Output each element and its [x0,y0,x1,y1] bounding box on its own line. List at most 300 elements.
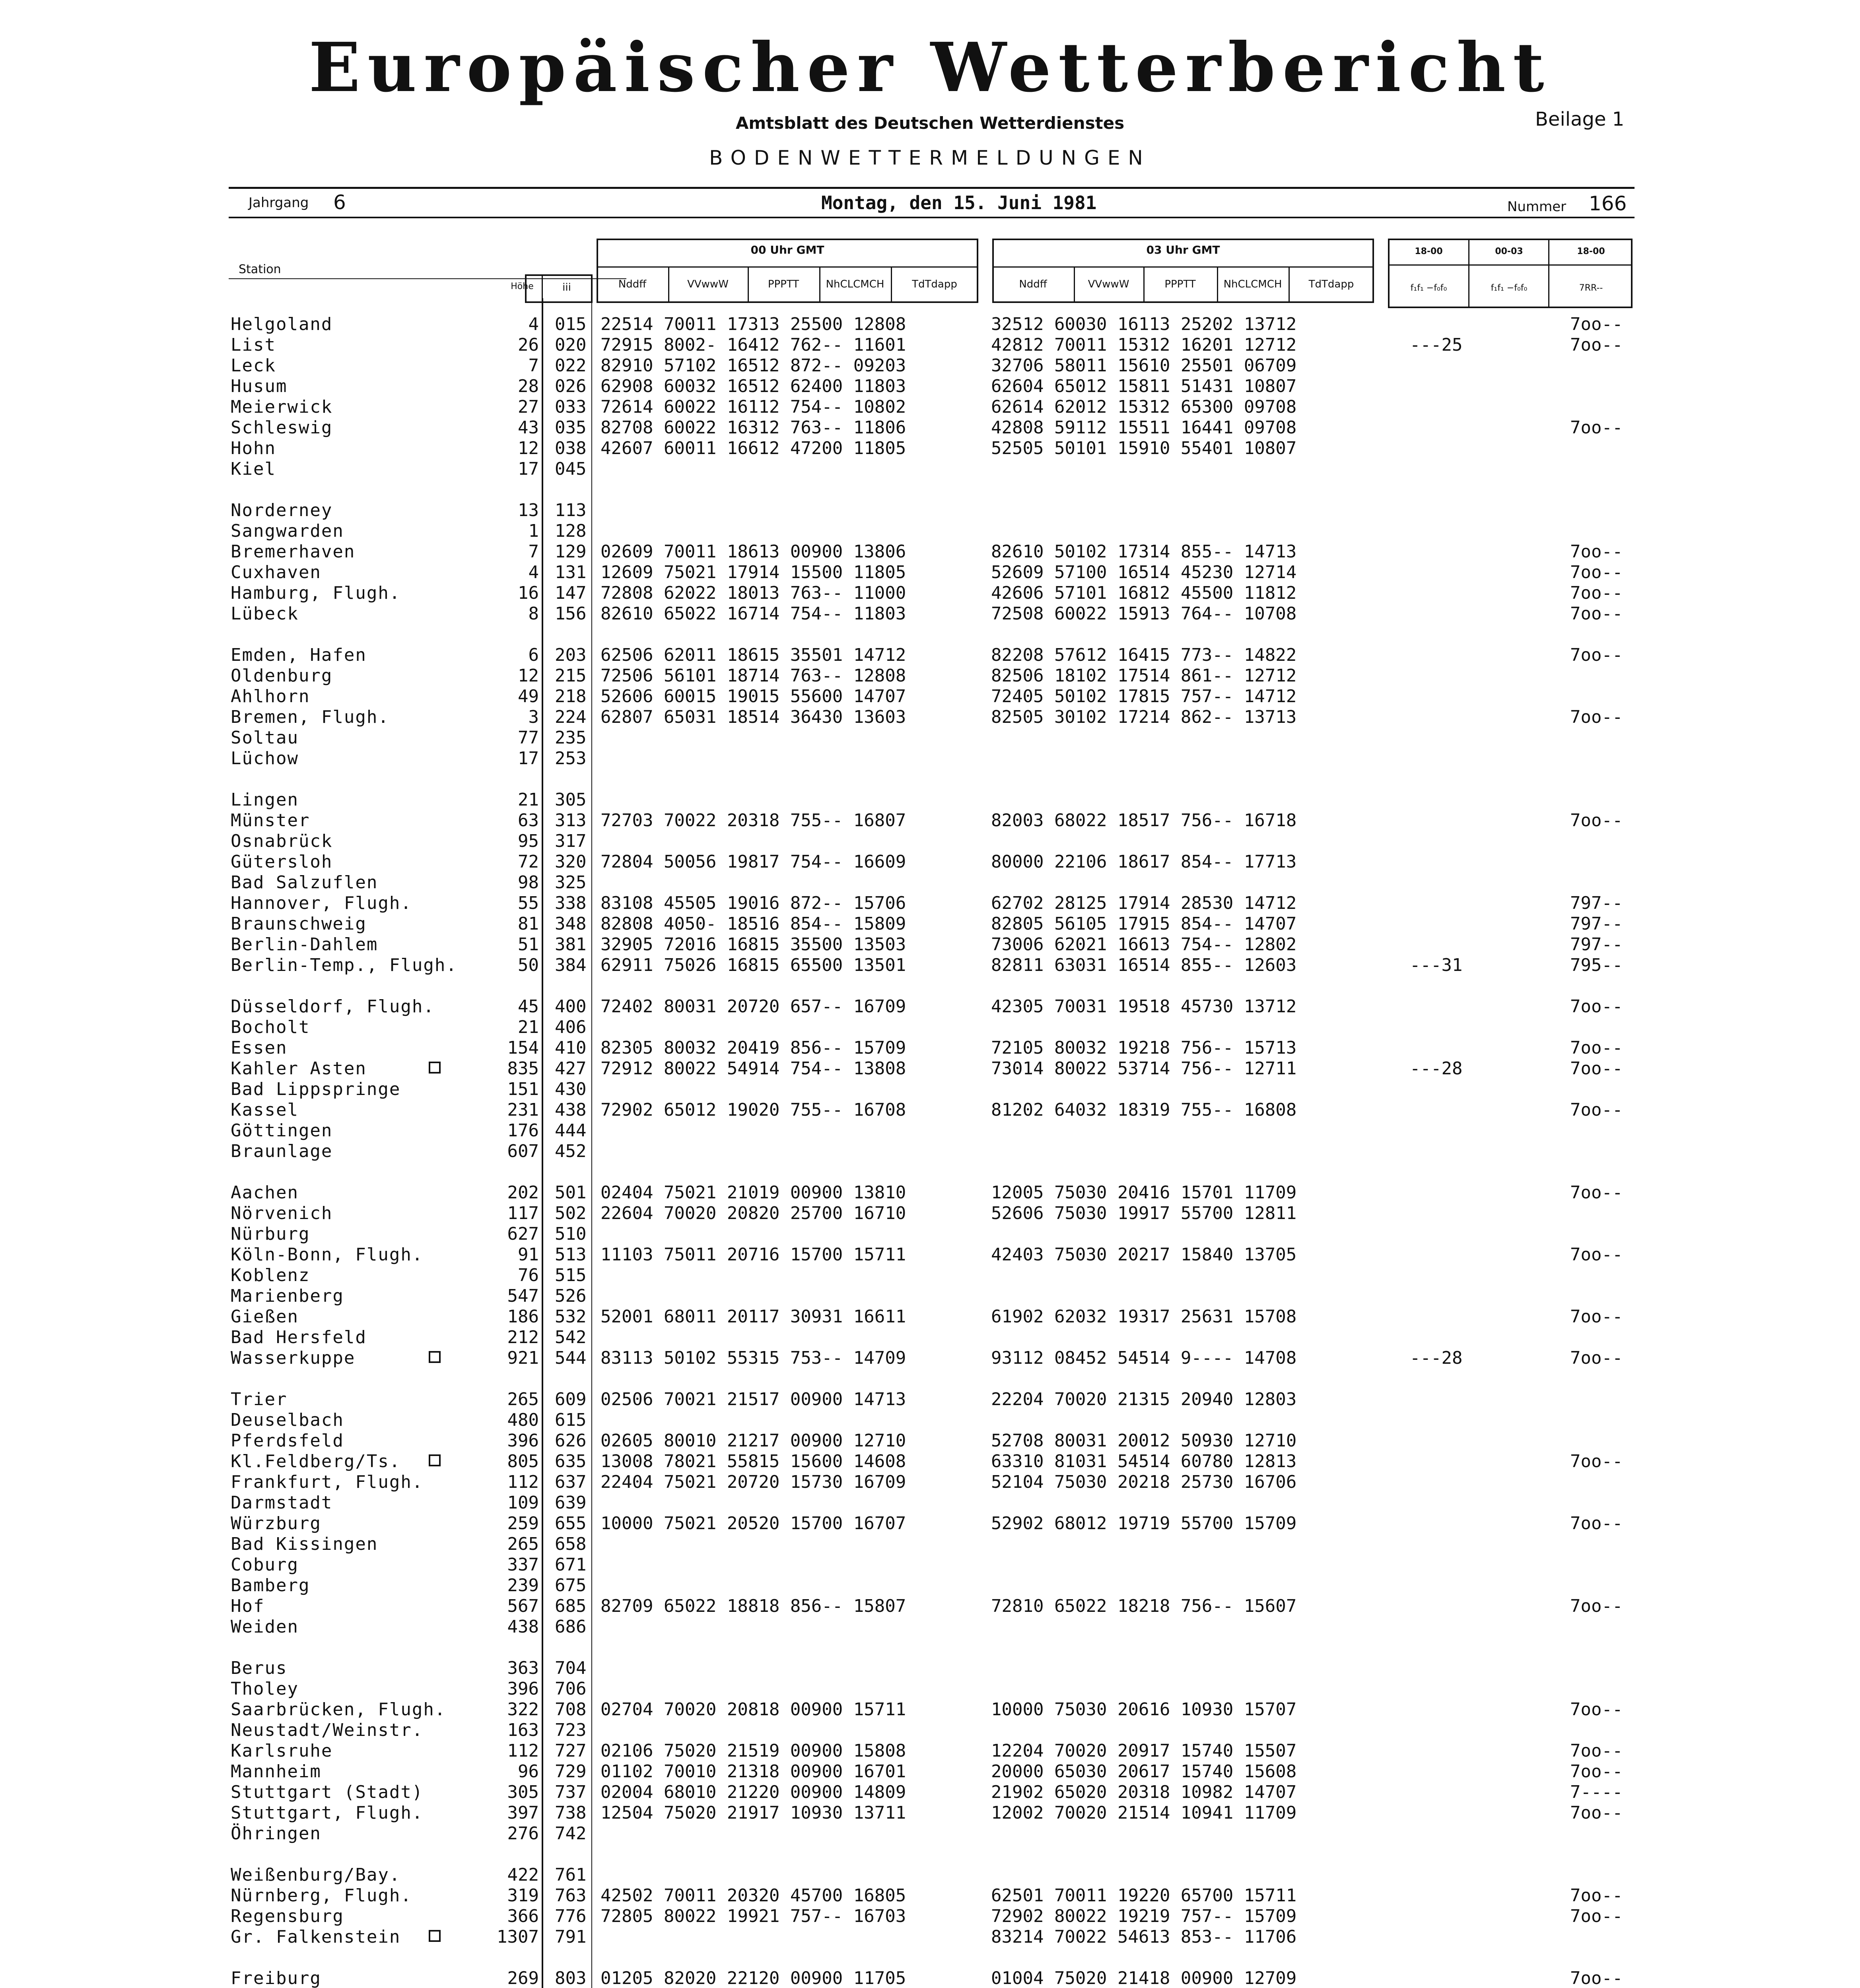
station-hoehe: 366 [507,1906,539,1926]
station-name: Bad Kissingen [231,1534,378,1554]
table-row [0,1451,1860,1472]
g00-sub-3: PPPTT [768,278,799,290]
station-name: Cuxhaven [231,562,321,582]
obs-03-gmt: 82610 50102 17314 855-- 14713 [991,542,1297,562]
right-sub-3: 7RR-- [1579,283,1603,293]
station-hoehe: 4 [528,314,539,334]
station-name: Lübeck [231,604,299,624]
station-name: Kahler Asten [231,1058,367,1079]
station-name: Frankfurt, Flugh. [231,1472,424,1492]
obs-03-gmt: 72105 80032 19218 756-- 15713 [991,1038,1297,1058]
right-col-1: 18-00 [1415,247,1443,256]
table-row [0,583,1860,604]
station-index: 671 [555,1555,587,1575]
station-hoehe: 480 [507,1410,539,1430]
pressure-tendency: ---31 [1410,955,1463,975]
table-row [0,1017,1860,1038]
station-hoehe: 16 [518,583,539,603]
station-hoehe: 17 [518,748,539,769]
station-index: 313 [555,810,587,831]
obs-03-gmt: 21902 65020 20318 10982 14707 [991,1782,1297,1802]
station-index: 325 [555,872,587,893]
precip-group: 7oo-- [1570,1803,1623,1823]
station-hoehe: 438 [507,1617,539,1637]
table-row [0,1741,1860,1761]
station-index: 727 [555,1741,587,1761]
g00-div1 [668,266,669,303]
table-row [0,1286,1860,1307]
right-sub-1: f₁f₁ −f₀f₀ [1410,283,1447,293]
obs-03-gmt: 63310 81031 54514 60780 12813 [991,1451,1297,1472]
station-name: Göttingen [231,1120,333,1141]
station-header: Station [239,262,281,276]
station-hoehe: 63 [518,810,539,831]
obs-00-gmt: 10000 75021 20520 15700 16707 [601,1513,906,1534]
table-row [0,686,1860,707]
g00-sub-4: NhCLCMCH [826,278,884,290]
station-name: Lüchow [231,748,299,769]
station-name: Husum [231,376,288,396]
station-index: 348 [555,914,587,934]
obs-00-gmt: 62506 62011 18615 35501 14712 [601,645,906,665]
obs-00-gmt: 72614 60022 16112 754-- 10802 [601,397,906,417]
table-row [0,1224,1860,1244]
station-hoehe: 7 [528,542,539,562]
obs-03-gmt: 32706 58011 15610 25501 06709 [991,355,1297,376]
precip-group: 7oo-- [1570,810,1623,831]
precip-group: 7oo-- [1570,996,1623,1017]
obs-03-gmt: 72405 50102 17815 757-- 14712 [991,686,1297,707]
station-name: Berlin-Temp., Flugh. [231,955,457,975]
obs-03-gmt: 81202 64032 18319 755-- 16808 [991,1100,1297,1120]
nummer-value: 166 [1589,192,1627,215]
station-name: Würzburg [231,1513,321,1534]
station-name: Osnabrück [231,831,333,851]
station-name: Trier [231,1389,288,1409]
table-row [0,1679,1860,1699]
station-index: 635 [555,1451,587,1472]
station-index: 113 [555,500,587,520]
station-hoehe: 239 [507,1575,539,1596]
station-index: 015 [555,314,587,334]
station-name: Darmstadt [231,1493,333,1513]
obs-03-gmt: 52902 68012 19719 55700 15709 [991,1513,1297,1534]
obs-03-gmt: 72508 60022 15913 764-- 10708 [991,604,1297,624]
right-col-3: 18-00 [1577,247,1605,256]
station-name: Neustadt/Weinstr. [231,1720,424,1740]
obs-03-gmt: 61902 62032 19317 25631 15708 [991,1307,1297,1327]
iii-header: iii [562,282,571,293]
station-hoehe: 13 [518,500,539,520]
station-name: Nörvenich [231,1203,333,1223]
table-row [0,1265,1860,1286]
obs-00-gmt: 42607 60011 16612 47200 11805 [601,438,906,458]
pressure-tendency: ---28 [1410,1058,1463,1079]
station-index: 129 [555,542,587,562]
station-name: Bremerhaven [231,542,356,562]
obs-03-gmt: 52104 75030 20218 25730 16706 [991,1472,1297,1492]
beilage-label: Beilage 1 [1535,108,1625,130]
station-index: 444 [555,1120,587,1141]
station-name: Münster [231,810,310,831]
right-sub-2: f₁f₁ −f₀f₀ [1491,283,1528,293]
station-name: Stuttgart, Flugh. [231,1803,424,1823]
precip-group: 7oo-- [1570,562,1623,582]
obs-03-gmt: 10000 75030 20616 10930 15707 [991,1699,1297,1720]
obs-03-gmt: 52505 50101 15910 55401 10807 [991,438,1297,458]
station-index: 803 [555,1968,587,1988]
precip-group: 7oo-- [1570,1100,1623,1120]
pressure-tendency: ---28 [1410,1348,1463,1368]
station-index: 022 [555,355,587,376]
obs-03-gmt: 73014 80022 53714 756-- 12711 [991,1058,1297,1079]
jahrgang-value: 6 [333,191,346,214]
station-index: 704 [555,1658,587,1678]
precip-group: 7oo-- [1570,314,1623,334]
station-index: 218 [555,686,587,707]
precip-group: 7oo-- [1570,1699,1623,1720]
obs-03-gmt: 12005 75030 20416 15701 11709 [991,1182,1297,1203]
station-hoehe: 276 [507,1823,539,1844]
table-row [0,645,1860,666]
obs-00-gmt: 72805 80022 19921 757-- 16703 [601,1906,906,1926]
obs-03-gmt: 62501 70011 19220 65700 15711 [991,1885,1297,1906]
table-row [0,1244,1860,1265]
station-hoehe: 259 [507,1513,539,1534]
table-row [0,1761,1860,1782]
station-name: Leck [231,355,276,376]
station-hoehe: 4 [528,562,539,582]
precip-group: 7oo-- [1570,1182,1623,1203]
precip-group: 7oo-- [1570,1596,1623,1616]
obs-03-gmt: 12002 70020 21514 10941 11709 [991,1803,1297,1823]
station-hoehe: 12 [518,438,539,458]
g03-sub-5: TdTdapp [1308,278,1354,290]
mountain-station-icon [429,1062,441,1074]
obs-03-gmt: 42305 70031 19518 45730 13712 [991,996,1297,1017]
station-name: Pferdsfeld [231,1431,344,1451]
station-name: Helgoland [231,314,333,334]
table-row [0,1865,1860,1885]
station-name: Marienberg [231,1286,344,1306]
table-row [0,1782,1860,1803]
station-index: 128 [555,521,587,541]
table-row [0,1410,1860,1431]
precip-group: 7oo-- [1570,645,1623,665]
station-index: 320 [555,852,587,872]
obs-00-gmt: 22404 75021 20720 15730 16709 [601,1472,906,1492]
issue-date: Montag, den 15. Juni 1981 [821,192,1097,214]
precip-group: 797-- [1570,914,1623,934]
station-index: 615 [555,1410,587,1430]
obs-00-gmt: 72804 50056 19817 754-- 16609 [601,852,906,872]
station-hoehe: 27 [518,397,539,417]
obs-00-gmt: 72402 80031 20720 657-- 16709 [601,996,906,1017]
station-hoehe: 319 [507,1885,539,1906]
station-hoehe: 112 [507,1741,539,1761]
station-hoehe: 91 [518,1244,539,1265]
station-name: Schleswig [231,417,333,438]
g03-sub-1: Nddff [1019,278,1047,290]
station-index: 685 [555,1596,587,1616]
precip-group: 7oo-- [1570,1451,1623,1472]
table-row [0,1472,1860,1493]
obs-03-gmt: 12204 70020 20917 15740 15507 [991,1741,1297,1761]
station-hoehe: 26 [518,335,539,355]
station-index: 655 [555,1513,587,1534]
station-hoehe: 6 [528,645,539,665]
station-hoehe: 397 [507,1803,539,1823]
station-name: Sangwarden [231,521,344,541]
station-name: Weißenburg/Bay. [231,1865,401,1885]
station-hoehe: 50 [518,955,539,975]
table-row [0,1100,1860,1120]
precip-group: 7oo-- [1570,583,1623,603]
station-hoehe: 98 [518,872,539,893]
station-index: 761 [555,1865,587,1885]
table-row [0,1596,1860,1617]
station-name: Bremen, Flugh. [231,707,389,727]
station-hoehe: 305 [507,1782,539,1802]
group00-split [597,266,978,268]
station-index: 147 [555,583,587,603]
obs-00-gmt: 02506 70021 21517 00900 14713 [601,1389,906,1409]
table-row [0,1431,1860,1451]
station-name: Emden, Hafen [231,645,367,665]
obs-00-gmt: 22514 70011 17313 25500 12808 [601,314,906,334]
table-row [0,1058,1860,1079]
precip-group: 7oo-- [1570,1038,1623,1058]
station-hoehe: 422 [507,1865,539,1885]
table-row [0,1513,1860,1534]
obs-03-gmt: 82805 56105 17915 854-- 14707 [991,914,1297,934]
station-index: 400 [555,996,587,1017]
station-hoehe: 3 [528,707,539,727]
obs-00-gmt: 02004 68010 21220 00900 14809 [601,1782,906,1802]
obs-00-gmt: 02404 75021 21019 00900 13810 [601,1182,906,1203]
station-name: Nürnberg, Flugh. [231,1885,412,1906]
station-hoehe: 322 [507,1699,539,1720]
station-index: 639 [555,1493,587,1513]
station-hoehe: 95 [518,831,539,851]
g00-sub-2: VVwwW [687,278,729,290]
table-row [0,314,1860,335]
table-row [0,1120,1860,1141]
station-index: 452 [555,1141,587,1161]
station-index: 686 [555,1617,587,1637]
obs-03-gmt: 52609 57100 16514 45230 12714 [991,562,1297,582]
obs-00-gmt: 42502 70011 20320 45700 16805 [601,1885,906,1906]
obs-00-gmt: 02605 80010 21217 00900 12710 [601,1431,906,1451]
station-index: 791 [555,1927,587,1947]
station-index: 033 [555,397,587,417]
station-name: Oldenburg [231,666,333,686]
obs-00-gmt: 13008 78021 55815 15600 14608 [601,1451,906,1472]
station-hoehe: 547 [507,1286,539,1306]
obs-00-gmt: 83108 45505 19016 872-- 15706 [601,893,906,913]
station-hoehe: 151 [507,1079,539,1099]
table-row [0,542,1860,562]
station-hoehe: 8 [528,604,539,624]
station-index: 224 [555,707,587,727]
obs-03-gmt: 82811 63031 16514 855-- 12603 [991,955,1297,975]
station-hoehe: 1 [528,521,539,541]
station-name: Deuselbach [231,1410,344,1430]
station-name: Gießen [231,1307,299,1327]
station-hoehe: 163 [507,1720,539,1740]
station-name: Bad Salzuflen [231,872,378,893]
table-row [0,521,1860,542]
precip-group: 7oo-- [1570,1885,1623,1906]
station-index: 020 [555,335,587,355]
station-index: 427 [555,1058,587,1079]
g00-sub-5: TdTdapp [912,278,957,290]
table-row [0,666,1860,686]
station-index: 131 [555,562,587,582]
station-hoehe: 21 [518,1017,539,1037]
g03-sub-4: NhCLCMCH [1223,278,1282,290]
station-index: 035 [555,417,587,438]
station-name: Kiel [231,459,276,479]
precip-group: 7oo-- [1570,1058,1623,1079]
station-name: Bad Lippspringe [231,1079,401,1099]
station-hoehe: 231 [507,1100,539,1120]
obs-03-gmt: 22204 70020 21315 20940 12803 [991,1389,1297,1409]
obs-00-gmt: 52606 60015 19015 55600 14707 [601,686,906,707]
g03-sub-2: VVwwW [1088,278,1129,290]
station-name: Hohn [231,438,276,458]
obs-00-gmt: 62807 65031 18514 36430 13603 [601,707,906,727]
station-index: 723 [555,1720,587,1740]
mountain-station-icon [429,1454,441,1466]
station-index: 515 [555,1265,587,1285]
table-row [0,810,1860,831]
station-hoehe: 49 [518,686,539,707]
station-name: Düsseldorf, Flugh. [231,996,435,1017]
station-index: 513 [555,1244,587,1265]
station-name: Essen [231,1038,288,1058]
station-hoehe: 805 [507,1451,539,1472]
obs-03-gmt: 82003 68022 18517 756-- 16718 [991,810,1297,831]
obs-00-gmt: 32905 72016 16815 35500 13503 [601,934,906,955]
station-name: Gütersloh [231,852,333,872]
precip-group: 7oo-- [1570,1513,1623,1534]
station-hoehe: 117 [507,1203,539,1223]
obs-00-gmt: 01205 82020 22120 00900 11705 [601,1968,906,1988]
obs-03-gmt: 82506 18102 17514 861-- 12712 [991,666,1297,686]
obs-00-gmt: 62908 60032 16512 62400 11803 [601,376,906,396]
station-hoehe: 212 [507,1327,539,1347]
table-row [0,459,1860,480]
station-index: 253 [555,748,587,769]
group03-header: 03 Uhr GMT [1146,243,1220,256]
obs-00-gmt: 72506 56101 18714 763-- 12808 [601,666,906,686]
station-index: 706 [555,1679,587,1699]
table-row [0,1534,1860,1555]
table-row [0,790,1860,810]
g00-div3 [819,266,820,303]
table-row [0,1575,1860,1596]
station-index: 542 [555,1327,587,1347]
group00-header: 00 Uhr GMT [750,243,824,256]
obs-03-gmt: 62702 28125 17914 28530 14712 [991,893,1297,913]
station-hoehe: 72 [518,852,539,872]
precip-group: 7oo-- [1570,1741,1623,1761]
table-row [0,955,1860,976]
station-hoehe: 28 [518,376,539,396]
station-name: Saarbrücken, Flugh. [231,1699,446,1720]
station-index: 544 [555,1348,587,1368]
station-index: 708 [555,1699,587,1720]
precip-group: 797-- [1570,893,1623,913]
right-div1 [1468,239,1469,308]
pressure-tendency: ---25 [1410,335,1463,355]
station-hoehe: 109 [507,1493,539,1513]
station-name: Gr. Falkenstein [231,1927,401,1947]
obs-00-gmt: 11103 75011 20716 15700 15711 [601,1244,906,1265]
table-row [0,1307,1860,1327]
station-name: Bocholt [231,1017,310,1037]
g03-sub-3: PPPTT [1164,278,1196,290]
obs-03-gmt: 32512 60030 16113 25202 13712 [991,314,1297,334]
page-title: Europäischer Wetterbericht [309,28,1551,107]
obs-03-gmt: 72902 80022 19219 757-- 15709 [991,1906,1297,1926]
obs-00-gmt: 82708 60022 16312 763-- 11806 [601,417,906,438]
table-row [0,1203,1860,1224]
station-hoehe: 96 [518,1761,539,1782]
obs-03-gmt: 83214 70022 54613 853-- 11706 [991,1927,1297,1947]
station-name: Kassel [231,1100,299,1120]
station-name: List [231,335,276,355]
date-rule [229,217,1635,218]
station-name: Regensburg [231,1906,344,1926]
station-hoehe: 81 [518,914,539,934]
obs-00-gmt: 12609 75021 17914 15500 11805 [601,562,906,582]
table-row [0,831,1860,852]
station-hoehe: 567 [507,1596,539,1616]
obs-03-gmt: 52606 75030 19917 55700 12811 [991,1203,1297,1223]
station-index: 729 [555,1761,587,1782]
top-rule [229,187,1635,189]
precip-group: 7oo-- [1570,1906,1623,1926]
table-row [0,1927,1860,1947]
station-hoehe: 1307 [497,1927,539,1947]
table-row [0,852,1860,872]
obs-00-gmt: 01102 70010 21318 00900 16701 [601,1761,906,1782]
precip-group: 7oo-- [1570,604,1623,624]
table-row [0,355,1860,376]
obs-00-gmt: 52001 68011 20117 30931 16611 [601,1307,906,1327]
station-index: 156 [555,604,587,624]
obs-00-gmt: 72902 65012 19020 755-- 16708 [601,1100,906,1120]
table-row [0,914,1860,934]
station-index: 203 [555,645,587,665]
table-row [0,996,1860,1017]
hoehe-header: Höhe [511,282,534,291]
precip-group: 7oo-- [1570,1307,1623,1327]
station-index: 675 [555,1575,587,1596]
precip-group: 797-- [1570,934,1623,955]
precip-group: 7oo-- [1570,1761,1623,1782]
g03-div1 [1074,266,1075,303]
precip-group: 7oo-- [1570,335,1623,355]
station-hoehe: 396 [507,1431,539,1451]
station-index: 501 [555,1182,587,1203]
table-row [0,1389,1860,1410]
station-hoehe: 269 [507,1968,539,1988]
precip-group: 7oo-- [1570,707,1623,727]
table-row [0,376,1860,397]
